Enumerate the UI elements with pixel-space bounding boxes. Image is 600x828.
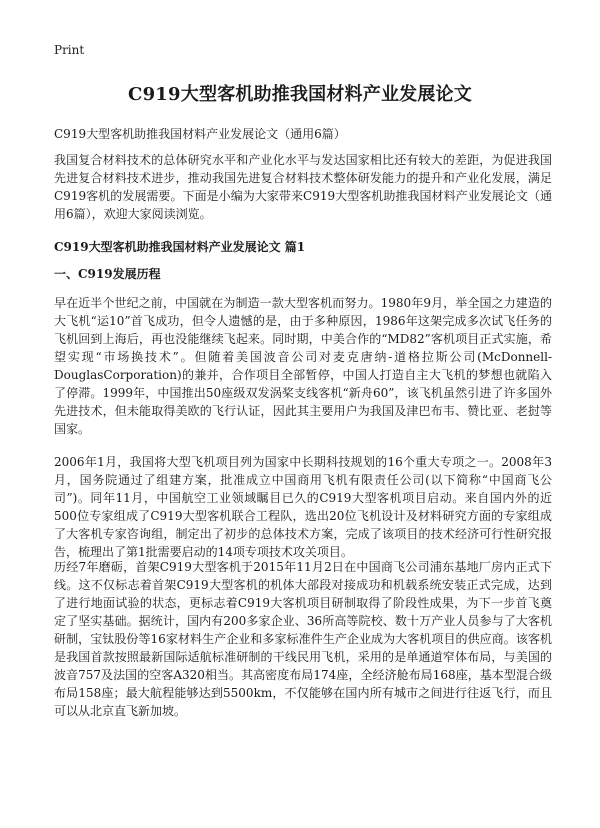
section-heading: C919大型客机助推我国材料产业发展论文 篇1	[54, 240, 306, 254]
page-title: C919大型客机助推我国材料产业发展论文	[128, 84, 472, 105]
body-paragraph: 历经7年磨砺，首架C919大型客机于2015年11月2日在中国商飞公司浦东基地厂房内正式下线。这不仅标志着首架C919大型客机的机体大部段对接成功和机载系统安装正式完成，达到了进行地面试验的状态，更标志着C919大客机项目研制取得了阶段性成果，为下一步首飞奠定了坚实基础。据统计，国内有200多家企业、36所高等院校、数十万产业人员参与了大客机研制，宝钛股份等16家材料生产企业和多家标准件生产企业成为大客机项目的供应商。该客机是我国首款按照最新国际适航标准研制的干线民用飞机，采用的是单通道窄体布局，与美国的波音757及法国的空客A320相当。其高密度布局174座，全经济舱布局168座，基本型混合级布局158座；最大航程能够达到5500km，不仅能够在国内所有城市之间进行往返飞行，而且可以从北京直飞新加坡。	[54, 560, 552, 718]
body-paragraph: 2006年1月，我国将大型飞机项目列为国家中长期科技规划的16个重大专项之一。2008年3月，国务院通过了组建方案，批准成立中国商用飞机有限责任公司(以下简称“中国商飞公司”)。同年11月，中国航空工业领域瞩目已久的C919大型客机项目启动。来自国内外的近500位专家组成了C919大型客机联合工程队，选出20位飞机设计及材料研究方面的专家组成了大客机专家咨询组，制定出了初步的总体技术方案，完成了该项目的技术经济可行性研究报告，梳理出了第1批需要启动的14项专项技术攻关项目。	[54, 455, 552, 559]
print-link[interactable]: Print	[54, 43, 85, 57]
document-subtitle: C919大型客机助推我国材料产业发展论文（通用6篇）	[54, 127, 346, 141]
subsection-heading: 一、C919发展历程	[54, 267, 161, 281]
body-paragraph: 早在近半个世纪之前，中国就在为制造一款大型客机而努力。1980年9月，举全国之力建造的大飞机“运10”首飞成功，但令人遗憾的是，由于多种原因，1986年这架完成多次试飞任务的飞机回到上海后，再也没能继续飞起来。同时期，中美合作的“MD82”客机项目正式实施，希望实现“市场换技术”。但随着美国波音公司对麦克唐纳-道格拉斯公司(McDonnell-DouglasCorporation)的兼并，合作项目全部暂停，中国人打造自主大飞机的梦想也就陷入了停滞。1999年，中国推出50座级双发涡桨支线客机“新舟60”，该飞机虽然引进了许多国外先进技术，但未能取得美欧的飞行认证，因此其主要用户为我国及津巴布韦、赞比亚、老挝等国家。	[54, 296, 552, 436]
intro-paragraph: 我国复合材料技术的总体研究水平和产业化水平与发达国家相比还有较大的差距，为促进我国先进复合材料技术进步，推动我国先进复合材料技术整体研发能力的提升和产业化发展，满足C919客机的发展需要。下面是小编为大家带来C919大型客机助推我国材料产业发展论文（通用6篇），欢迎大家阅读浏览。	[54, 153, 552, 221]
